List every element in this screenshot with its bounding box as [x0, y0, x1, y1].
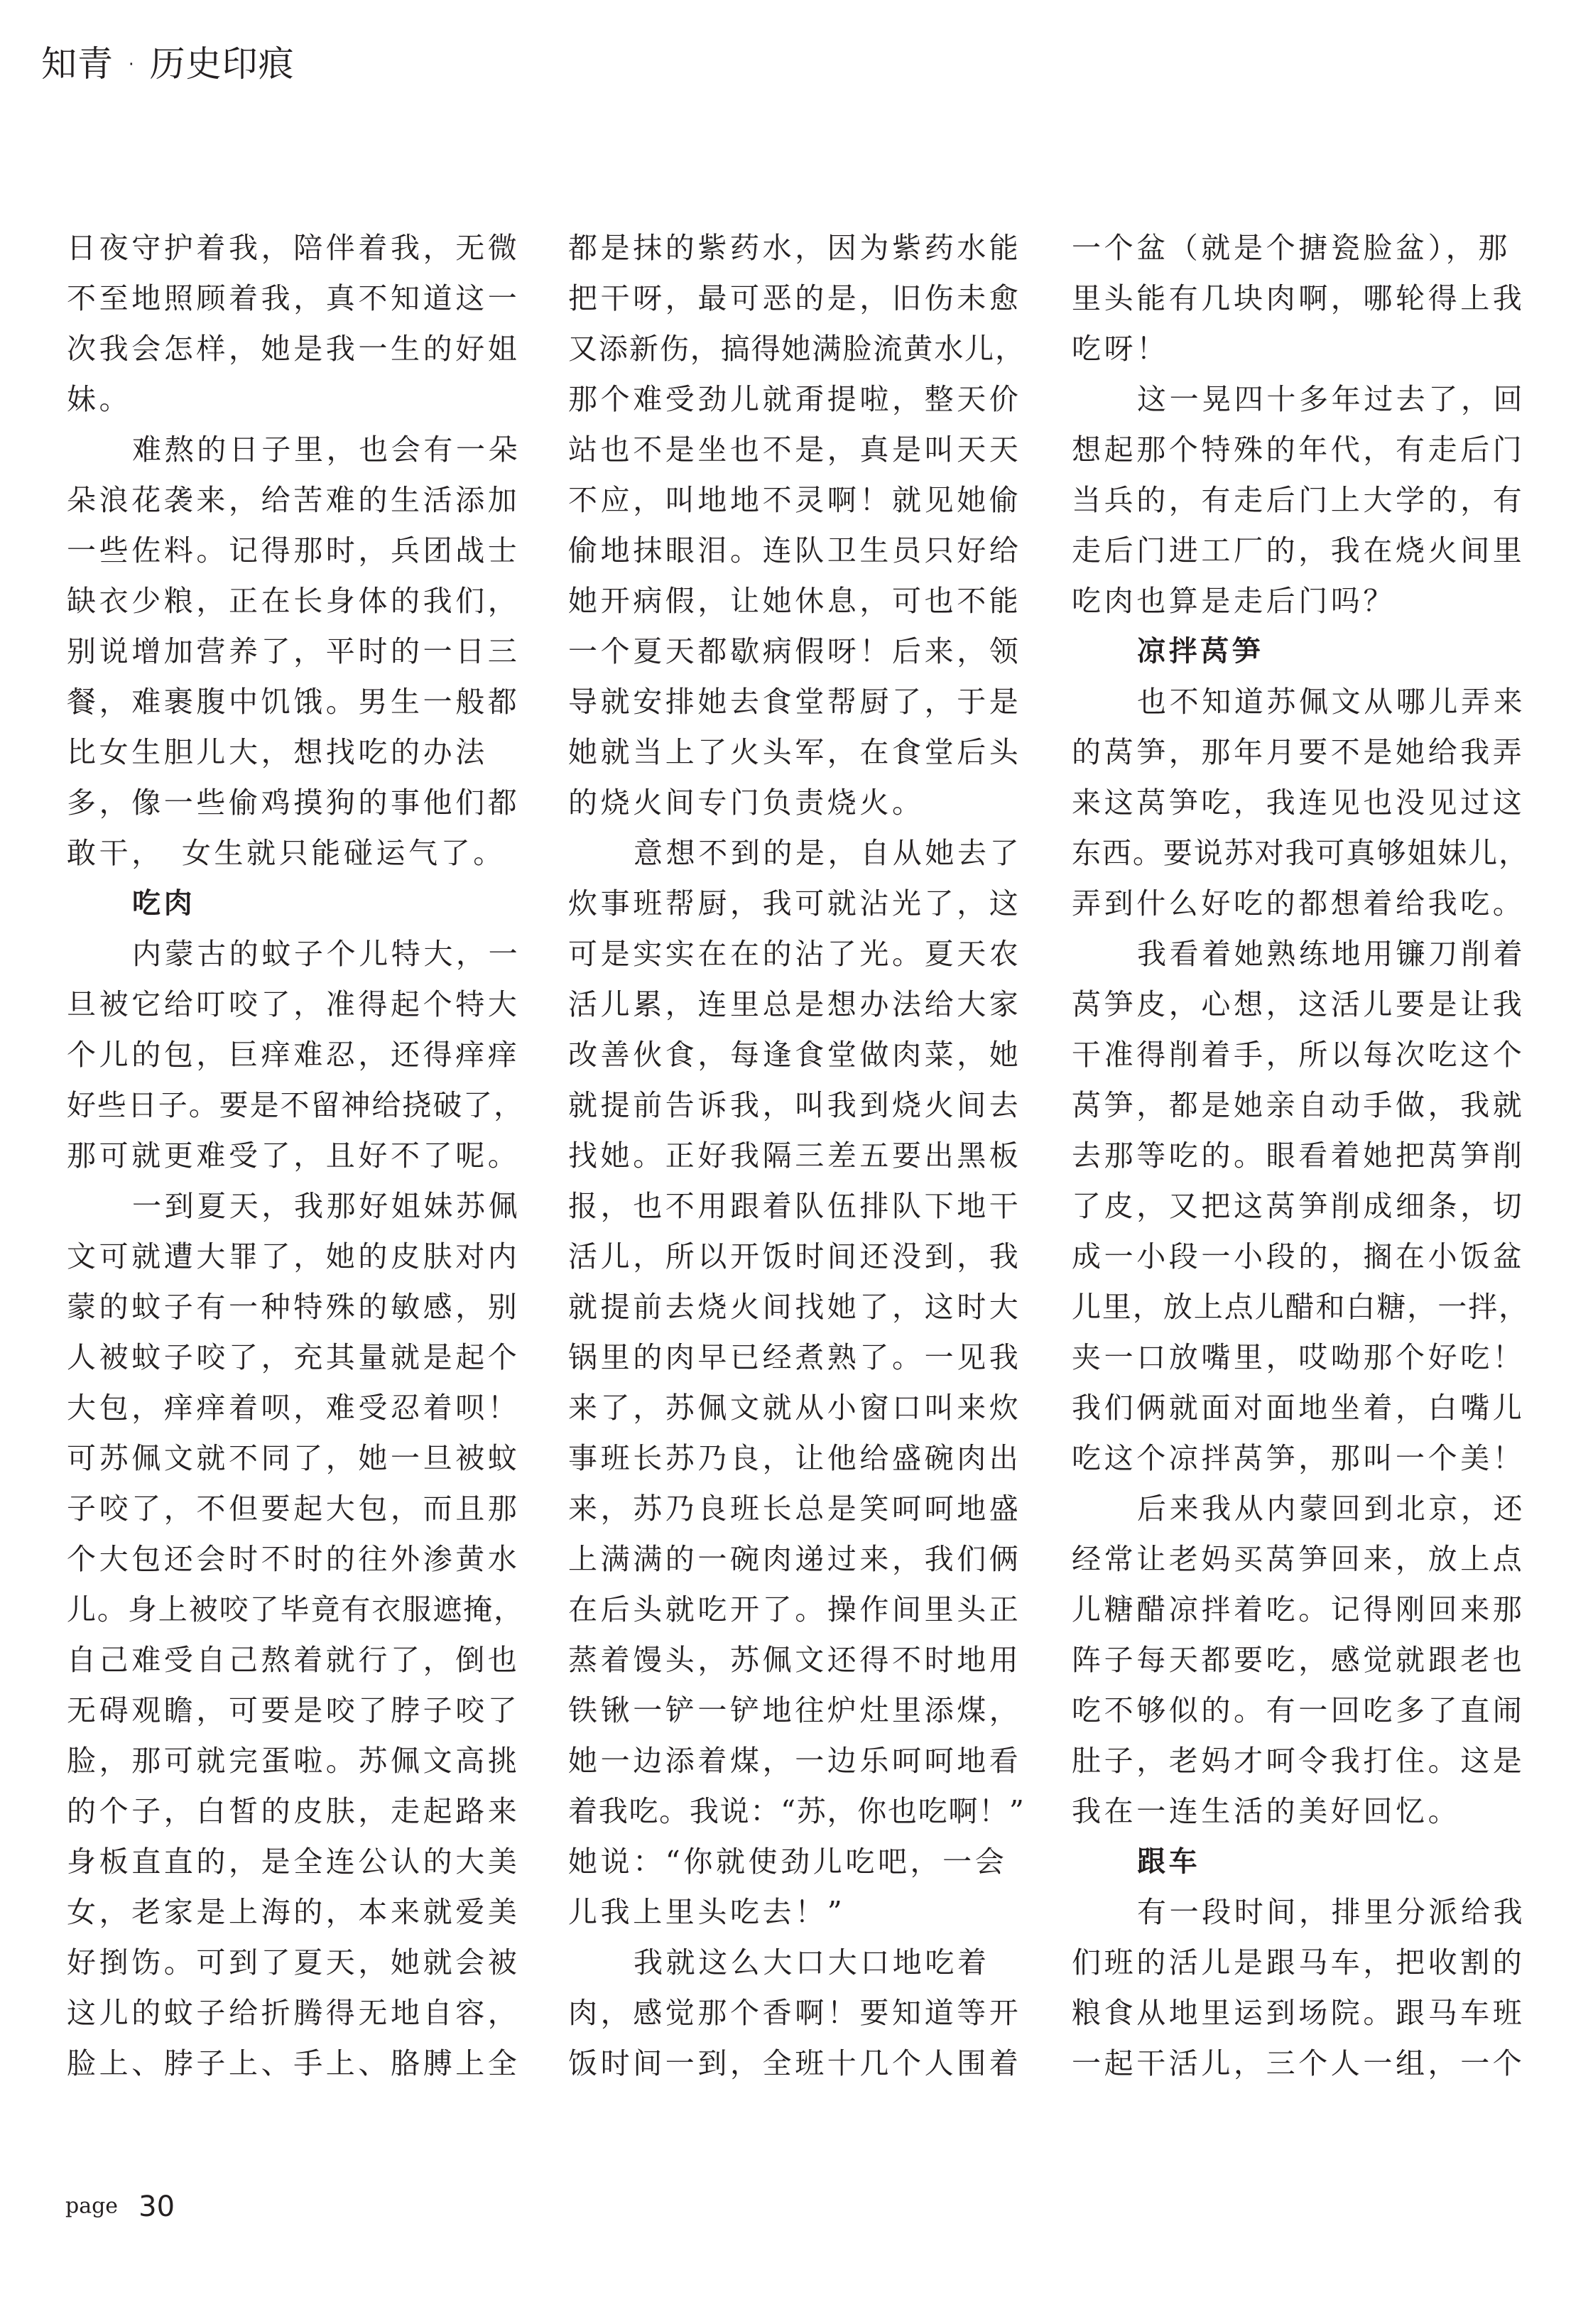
text-line: 儿。身上被咬了毕竟有衣服遮掩，	[67, 1592, 524, 1627]
text-line: 次我会怎样，她是我一生的好姐	[67, 332, 521, 366]
text-line: 敢干， 女生就只能碰运气了。	[67, 836, 506, 870]
text-line: 当兵的，有走后门上大学的，有	[1072, 483, 1526, 517]
text-line: 那可就更难受了，且好不了呢。	[67, 1139, 521, 1173]
text-line: 有一段时间，排里分派给我	[1137, 1895, 1526, 1929]
text-line: 妹。	[67, 382, 132, 416]
text-line: 事班长苏乃良，让他给盛碗肉出	[568, 1441, 1022, 1475]
article-column-1	[67, 223, 524, 2089]
text-line: 阵子每天都要吃，感觉就跟老也	[1072, 1643, 1526, 1677]
text-line: 个大包还会时不时的往外渗黄水	[67, 1542, 521, 1576]
text-line: 子咬了，不但要起大包，而且那	[67, 1492, 521, 1526]
text-line: 活儿，所以开饭时间还没到，我	[568, 1239, 1022, 1274]
text-line: 莴笋，都是她亲自动手做，我就	[1072, 1088, 1526, 1122]
text-line: 走后门进工厂的，我在烧火间里	[1072, 533, 1526, 568]
text-line: 她一边添着煤，一边乐呵呵地看	[568, 1744, 1022, 1778]
text-line: 都是抹的紫药水，因为紫药水能	[568, 231, 1022, 265]
text-line: 这一晃四十多年过去了，回	[1137, 382, 1526, 416]
text-line: 吃不够似的。有一回吃多了直闹	[1072, 1693, 1526, 1727]
text-line: 后来我从内蒙回到北京，还	[1137, 1492, 1526, 1526]
text-line: 导就安排她去食堂帮厨了，于是	[568, 685, 1022, 719]
text-line: 来，苏乃良班长总是笑呵呵地盛	[568, 1492, 1022, 1526]
text-line: 多，像一些偷鸡摸狗的事他们都	[67, 786, 521, 820]
article-column-2	[568, 223, 1026, 2089]
text-line: 找她。正好我隔三差五要出黑板	[568, 1139, 1022, 1173]
text-line: 缺衣少粮，正在长身体的我们，	[67, 584, 521, 618]
text-line: 铁锹一铲一铲地往炉灶里添煤，	[568, 1693, 1022, 1727]
text-line: 朵浪花袭来，给苦难的生活添加	[67, 483, 521, 517]
text-line: 里头能有几块肉啊，哪轮得上我	[1072, 281, 1526, 315]
page-label: page	[65, 2193, 119, 2219]
text-line: 活儿累，连里总是想办法给大家	[568, 987, 1022, 1021]
section-title: 知青 · 历史印痕	[41, 43, 295, 85]
text-line: 炊事班帮厨，我可就沾光了，这	[568, 886, 1022, 921]
text-line: 站也不是坐也不是，真是叫天天	[568, 433, 1022, 467]
text-line: 不应，叫地地不灵啊！就见她偷	[568, 483, 1022, 517]
page-footer	[65, 2185, 175, 2227]
text-line: 可是实实在在的沾了光。夏天农	[568, 937, 1022, 971]
text-line: 一些佐料。记得那时，兵团战士	[67, 533, 521, 568]
text-line: 了皮，又把这莴笋削成细条，切	[1072, 1189, 1526, 1223]
text-line: 儿我上里头吃去！”	[568, 1895, 846, 1929]
text-line: 就提前告诉我，叫我到烧火间去	[568, 1088, 1022, 1122]
text-line: 报，也不用跟着队伍排队下地干	[568, 1189, 1022, 1223]
text-line: 就提前去烧火间找她了，这时大	[568, 1290, 1022, 1324]
text-line: 又添新伤，搞得她满脸流黄水儿，	[568, 332, 1026, 366]
text-line: 的烧火间专门负责烧火。	[568, 786, 925, 820]
text-line: 肚子，老妈才呵令我打住。这是	[1072, 1744, 1526, 1778]
text-line: 上满满的一碗肉递过来，我们俩	[568, 1542, 1022, 1576]
text-line: 锅里的肉早已经煮熟了。一见我	[568, 1340, 1022, 1374]
text-line: 粮食从地里运到场院。跟马车班	[1072, 1996, 1526, 2030]
text-line: 夹一口放嘴里，哎呦那个好吃！	[1072, 1340, 1526, 1374]
text-line: 一到夏天，我那好姐妹苏佩	[132, 1189, 521, 1223]
text-line: 儿里，放上点儿醋和白糖，一拌，	[1072, 1290, 1529, 1324]
text-line: 这儿的蚊子给折腾得无地自容，	[67, 1996, 521, 2030]
text-line: 那个难受劲儿就甭提啦，整天价	[568, 382, 1022, 416]
text-line: 她说：“你就使劲儿吃吧，一会	[568, 1845, 1008, 1879]
text-line: 她就当上了火头军，在食堂后头	[568, 735, 1022, 769]
text-line: 脸，那可就完蛋啦。苏佩文高挑	[67, 1744, 521, 1778]
text-line: 儿糖醋凉拌着吃。记得刚回来那	[1072, 1592, 1526, 1627]
text-line: 我就这么大口大口地吃着	[634, 1945, 990, 1980]
text-line: 不至地照顾着我，真不知道这一	[67, 281, 521, 315]
text-line: 蒙的蚊子有一种特殊的敏感，别	[67, 1290, 521, 1324]
text-line: 也不知道苏佩文从哪儿弄来	[1137, 685, 1526, 719]
text-line: 大包，痒痒着呗，难受忍着呗！	[67, 1391, 521, 1425]
text-line: 她开病假，让她休息，可也不能	[568, 584, 1022, 618]
text-line: 身板直直的，是全连公认的大美	[67, 1845, 521, 1879]
text-line: 女，老家是上海的，本来就爱美	[67, 1895, 521, 1929]
text-line: 去那等吃的。眼看着她把莴笋削	[1072, 1139, 1526, 1173]
text-line: 来这莴笋吃，我连见也没见过这	[1072, 786, 1526, 820]
text-line: 餐，难裹腹中饥饿。男生一般都	[67, 685, 521, 719]
text-line: 一个盆（就是个搪瓷脸盆），那	[1072, 231, 1511, 265]
text-line: 好捯饬。可到了夏天，她就会被	[67, 1945, 521, 1980]
text-line: 的个子，白皙的皮肤，走起路来	[67, 1794, 521, 1828]
text-line: 可苏佩文就不同了，她一旦被蚊	[67, 1441, 521, 1475]
text-line: 日夜守护着我，陪伴着我，无微	[67, 231, 521, 265]
text-line: 经常让老妈买莴笋回来，放上点	[1072, 1542, 1526, 1576]
article-column-3	[1072, 223, 1529, 2089]
text-line: 来了，苏佩文就从小窗口叫来炊	[568, 1391, 1022, 1425]
text-line: 我们俩就面对面地坐着，白嘴儿	[1072, 1391, 1526, 1425]
text-line: 旦被它给叮咬了，准得起个特大	[67, 987, 521, 1021]
section-heading: 跟车	[1137, 1845, 1201, 1878]
text-line: 人被蚊子咬了，充其量就是起个	[67, 1340, 521, 1374]
text-line: 别说增加营养了，平时的一日三	[67, 634, 521, 668]
section-heading: 吃肉	[132, 887, 196, 920]
text-line: 吃呀！	[1072, 332, 1169, 366]
text-line: 难熬的日子里，也会有一朵	[132, 433, 521, 467]
text-line: 肉，感觉那个香啊！要知道等开	[568, 1996, 1022, 2030]
text-line: 无碍观瞻，可要是咬了脖子咬了	[67, 1693, 521, 1727]
text-line: 我在一连生活的美好回忆。	[1072, 1794, 1461, 1828]
page-number: 30	[138, 2190, 175, 2223]
section-heading: 凉拌莴笋	[1137, 635, 1264, 668]
text-line: 蒸着馒头，苏佩文还得不时地用	[568, 1643, 1022, 1677]
text-line: 干准得削着手，所以每次吃这个	[1072, 1038, 1526, 1072]
text-line: 饭时间一到，全班十几个人围着	[568, 2046, 1022, 2080]
text-line: 内蒙古的蚊子个儿特大，一	[132, 937, 521, 971]
text-line: 文可就遭大罪了，她的皮肤对内	[67, 1239, 521, 1274]
text-line: 脸上、脖子上、手上、胳膊上全	[67, 2046, 521, 2080]
text-line: 把干呀，最可恶的是，旧伤未愈	[568, 281, 1022, 315]
text-line: 弄到什么好吃的都想着给我吃。	[1072, 886, 1526, 921]
text-line: 比女生胆儿大，想找吃的办法	[67, 735, 488, 769]
text-line: 改善伙食，每逢食堂做肉菜，她	[568, 1038, 1022, 1072]
text-line: 成一小段一小段的，搁在小饭盆	[1072, 1239, 1526, 1274]
text-line: 莴笋皮，心想，这活儿要是让我	[1072, 987, 1526, 1021]
text-line: 意想不到的是，自从她去了	[634, 836, 1023, 870]
text-line: 我看着她熟练地用镰刀削着	[1137, 937, 1526, 971]
text-line: 一个夏天都歇病假呀！后来，领	[568, 634, 1022, 668]
text-line: 们班的活儿是跟马车，把收割的	[1072, 1945, 1526, 1980]
text-line: 个儿的包，巨痒难忍，还得痒痒	[67, 1038, 521, 1072]
text-line: 东西。要说苏对我可真够姐妹儿，	[1072, 836, 1529, 870]
text-line: 吃这个凉拌莴笋，那叫一个美！	[1072, 1441, 1526, 1475]
text-line: 一起干活儿，三个人一组，一个	[1072, 2046, 1526, 2080]
text-line: 想起那个特殊的年代，有走后门	[1072, 433, 1526, 467]
text-line: 好些日子。要是不留神给挠破了，	[67, 1088, 524, 1122]
text-line: 吃肉也算是走后门吗？	[1072, 584, 1396, 618]
text-line: 着我吃。我说：“苏，你也吃啊！”	[568, 1794, 1026, 1828]
text-line: 的莴笋，那年月要不是她给我弄	[1072, 735, 1526, 769]
text-line: 偷地抹眼泪。连队卫生员只好给	[568, 533, 1022, 568]
text-line: 在后头就吃开了。操作间里头正	[568, 1592, 1022, 1627]
text-line: 自己难受自己熬着就行了，倒也	[67, 1643, 521, 1677]
